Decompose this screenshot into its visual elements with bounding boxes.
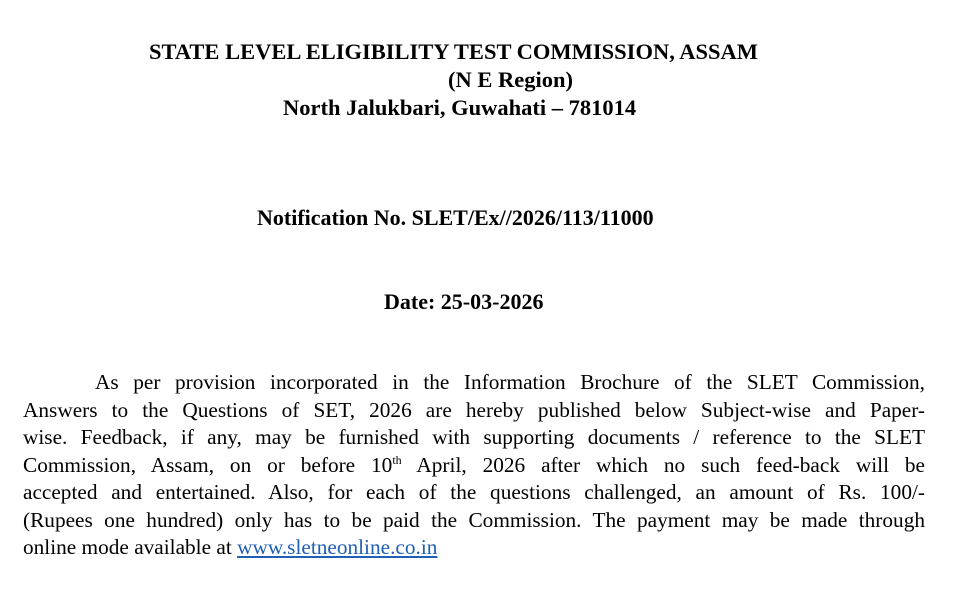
deadline-text-end: April, 2026 after which no such feed-back will be <box>401 452 925 477</box>
paragraph-line-4 <box>23 452 925 480</box>
paragraph-line-1: As per provision incorporated in the Information Brochure of the SLET Commission, <box>95 370 925 394</box>
paragraph-line-7 <box>23 534 925 562</box>
paragraph-line-6: (Rupees one hundred) only has to be paid the Commission. The payment may be made through <box>23 507 925 532</box>
address-line: North Jalukbari, Guwahati – 781014 <box>283 95 637 120</box>
paragraph-line-2: Answers to the Questions of SET, 2026 are hereby published below Subject-wise and Paper- <box>23 397 925 422</box>
ordinal-suffix: th <box>392 452 402 467</box>
notification-number: Notification No. SLET/Ex//2026/113/11000 <box>257 205 654 230</box>
commission-title: STATE LEVEL ELIGIBILITY TEST COMMISSION, ASSAM <box>149 39 758 64</box>
paragraph-line-3: wise. Feedback, if any, may be furnished with supporting documents / reference to the SLET <box>23 425 925 449</box>
website-link[interactable]: www.sletneonline.co.in <box>237 535 438 559</box>
region-subtitle: (N E Region) <box>448 67 573 92</box>
paragraph-line-5: accepted and entertained. Also, for each of the questions challenged, an amount of Rs. 100/- <box>23 480 925 504</box>
notice-paragraph <box>23 369 925 562</box>
notification-date: Date: 25-03-2026 <box>384 289 544 314</box>
payment-text: online mode available at <box>23 535 238 559</box>
deadline-text-start: Commission, Assam, on or before 10 <box>23 452 393 477</box>
